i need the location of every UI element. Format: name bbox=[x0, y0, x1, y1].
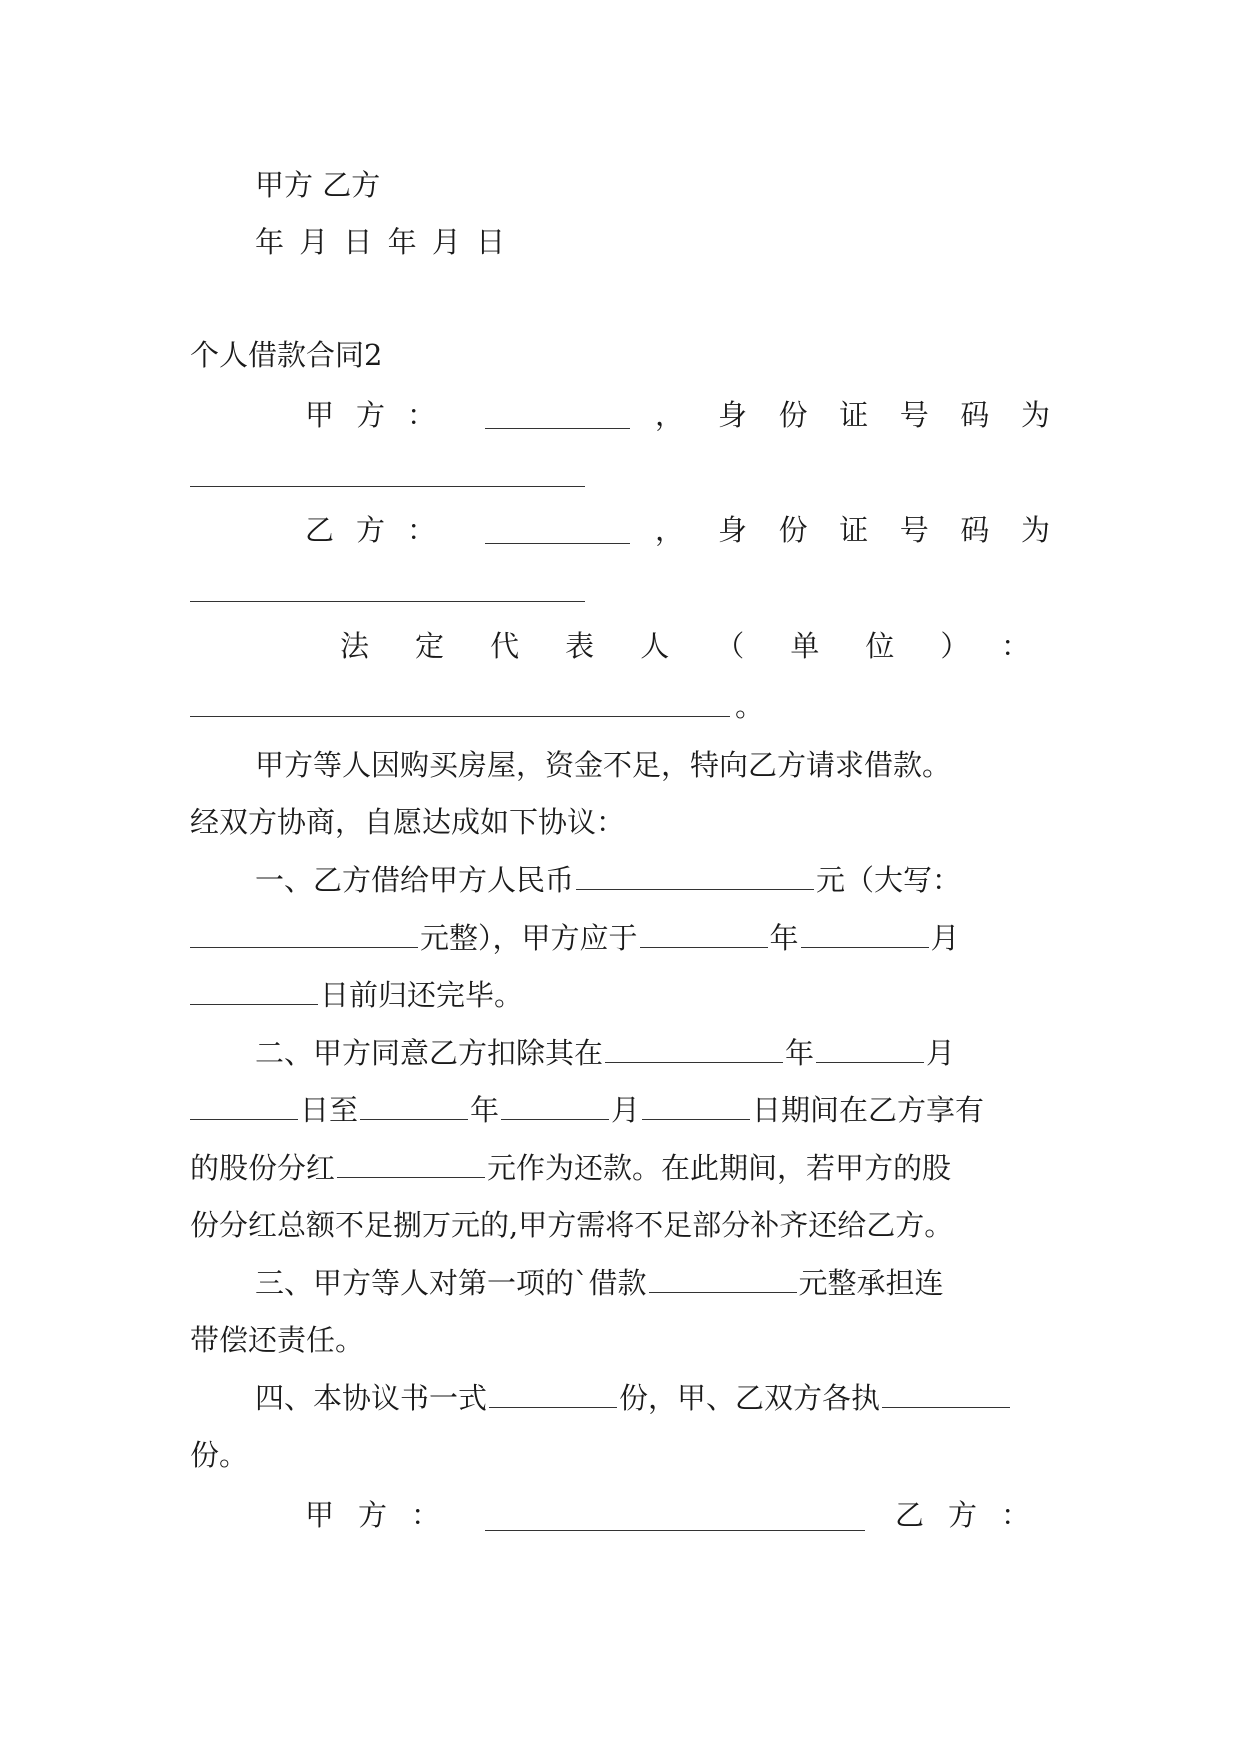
clause-1-line-3 bbox=[190, 975, 1050, 1015]
clause-1-day-blank bbox=[190, 978, 318, 1005]
clause-3-line-2: 带偿还责任。 bbox=[190, 1323, 365, 1357]
party-a-label: 甲方： bbox=[305, 398, 459, 432]
clause-2-month-blank-2 bbox=[501, 1093, 609, 1120]
signature-party-a-label: 甲方： bbox=[305, 1498, 465, 1532]
clause-1-text-e: 月 bbox=[930, 921, 960, 955]
clause-2-text-g: 日期间在乙方享有 bbox=[752, 1093, 985, 1127]
party-a-comma: ， bbox=[655, 398, 685, 432]
party-a-name-blank bbox=[485, 428, 630, 429]
clause-2-line-4: 份分红总额不足捌万元的,甲方需将不足部分补齐还给乙方。 bbox=[190, 1208, 954, 1242]
signature-dates-top: 年 月 日 年 月 日 bbox=[255, 225, 506, 259]
clause-1-year-blank bbox=[640, 921, 768, 948]
signature-party-b-label: 乙方： bbox=[895, 1498, 1055, 1532]
contract-title: 个人借款合同2 bbox=[190, 338, 383, 372]
clause-2-day-blank-2 bbox=[642, 1093, 750, 1120]
party-b-comma: ， bbox=[655, 513, 685, 547]
clause-2-text-h: 的股份分红 bbox=[190, 1151, 336, 1185]
clause-2-year-blank-1 bbox=[605, 1036, 783, 1063]
clause-2-line-1 bbox=[255, 1033, 1055, 1073]
clause-4-copies-blank bbox=[489, 1381, 617, 1408]
clause-3-text-a: 三、甲方等人对第一项的`借款 bbox=[255, 1266, 647, 1300]
clause-1-month-blank bbox=[801, 921, 929, 948]
clause-2-text-f: 月 bbox=[611, 1093, 641, 1127]
signature-parties-top: 甲方 乙方 bbox=[255, 168, 381, 202]
clause-2-year-blank-2 bbox=[360, 1093, 468, 1120]
legal-rep-end: 。 bbox=[735, 689, 765, 723]
clause-2-text-b: 年 bbox=[785, 1036, 815, 1070]
clause-1-capital-blank bbox=[190, 921, 418, 948]
clause-4-line-1 bbox=[255, 1378, 1055, 1418]
clause-1-text-a: 一、乙方借给甲方人民币 bbox=[255, 863, 575, 897]
party-a-id-blank bbox=[190, 486, 585, 487]
clause-2-text-a: 二、甲方同意乙方扣除其在 bbox=[255, 1036, 604, 1070]
signature-party-a-blank bbox=[485, 1530, 865, 1531]
clause-2-line-3 bbox=[190, 1148, 1050, 1188]
legal-rep-label: 法定代表人（单位）： bbox=[340, 629, 1030, 663]
clause-3-amount-blank bbox=[649, 1266, 797, 1293]
clause-1-amount-blank bbox=[576, 863, 814, 890]
clause-2-text-e: 年 bbox=[470, 1093, 500, 1127]
clause-4-line-2: 份。 bbox=[190, 1438, 249, 1472]
clause-1-line-1 bbox=[255, 860, 1055, 900]
clause-3-text-b: 元整承担连 bbox=[798, 1266, 944, 1300]
party-b-id-label: 身份证号码为 bbox=[718, 513, 1050, 547]
party-b-label: 乙方： bbox=[305, 513, 459, 547]
intro-line-2: 经双方协商，自愿达成如下协议： bbox=[190, 805, 626, 839]
clause-1-text-b: 元（大写： bbox=[816, 863, 962, 897]
intro-line-1: 甲方等人因购买房屋，资金不足，特向乙方请求借款。 bbox=[255, 748, 952, 782]
party-a-id-label: 身份证号码为 bbox=[718, 398, 1050, 432]
clause-4-each-blank bbox=[882, 1381, 1010, 1408]
clause-2-month-blank-1 bbox=[816, 1036, 924, 1063]
clause-1-text-c: 元整），甲方应于 bbox=[420, 921, 638, 955]
clause-2-text-i: 元作为还款。在此期间，若甲方的股 bbox=[487, 1151, 952, 1185]
clause-2-text-c: 月 bbox=[926, 1036, 956, 1070]
party-b-name-blank bbox=[485, 543, 630, 544]
clause-4-text-a: 四、本协议书一式 bbox=[255, 1381, 488, 1415]
clause-1-text-f: 日前归还完毕。 bbox=[320, 978, 524, 1012]
clause-2-day-blank-1 bbox=[190, 1093, 298, 1120]
clause-4-text-b: 份，甲、乙双方各执 bbox=[619, 1381, 881, 1415]
clause-2-line-2 bbox=[190, 1090, 1050, 1130]
clause-1-line-2 bbox=[190, 918, 1050, 958]
clause-3-line-1 bbox=[255, 1263, 1055, 1303]
clause-2-text-d: 日至 bbox=[300, 1093, 359, 1127]
party-b-id-blank bbox=[190, 601, 585, 602]
clause-1-text-d: 年 bbox=[769, 921, 799, 955]
legal-rep-blank bbox=[190, 716, 730, 717]
clause-2-dividend-blank bbox=[337, 1151, 485, 1178]
